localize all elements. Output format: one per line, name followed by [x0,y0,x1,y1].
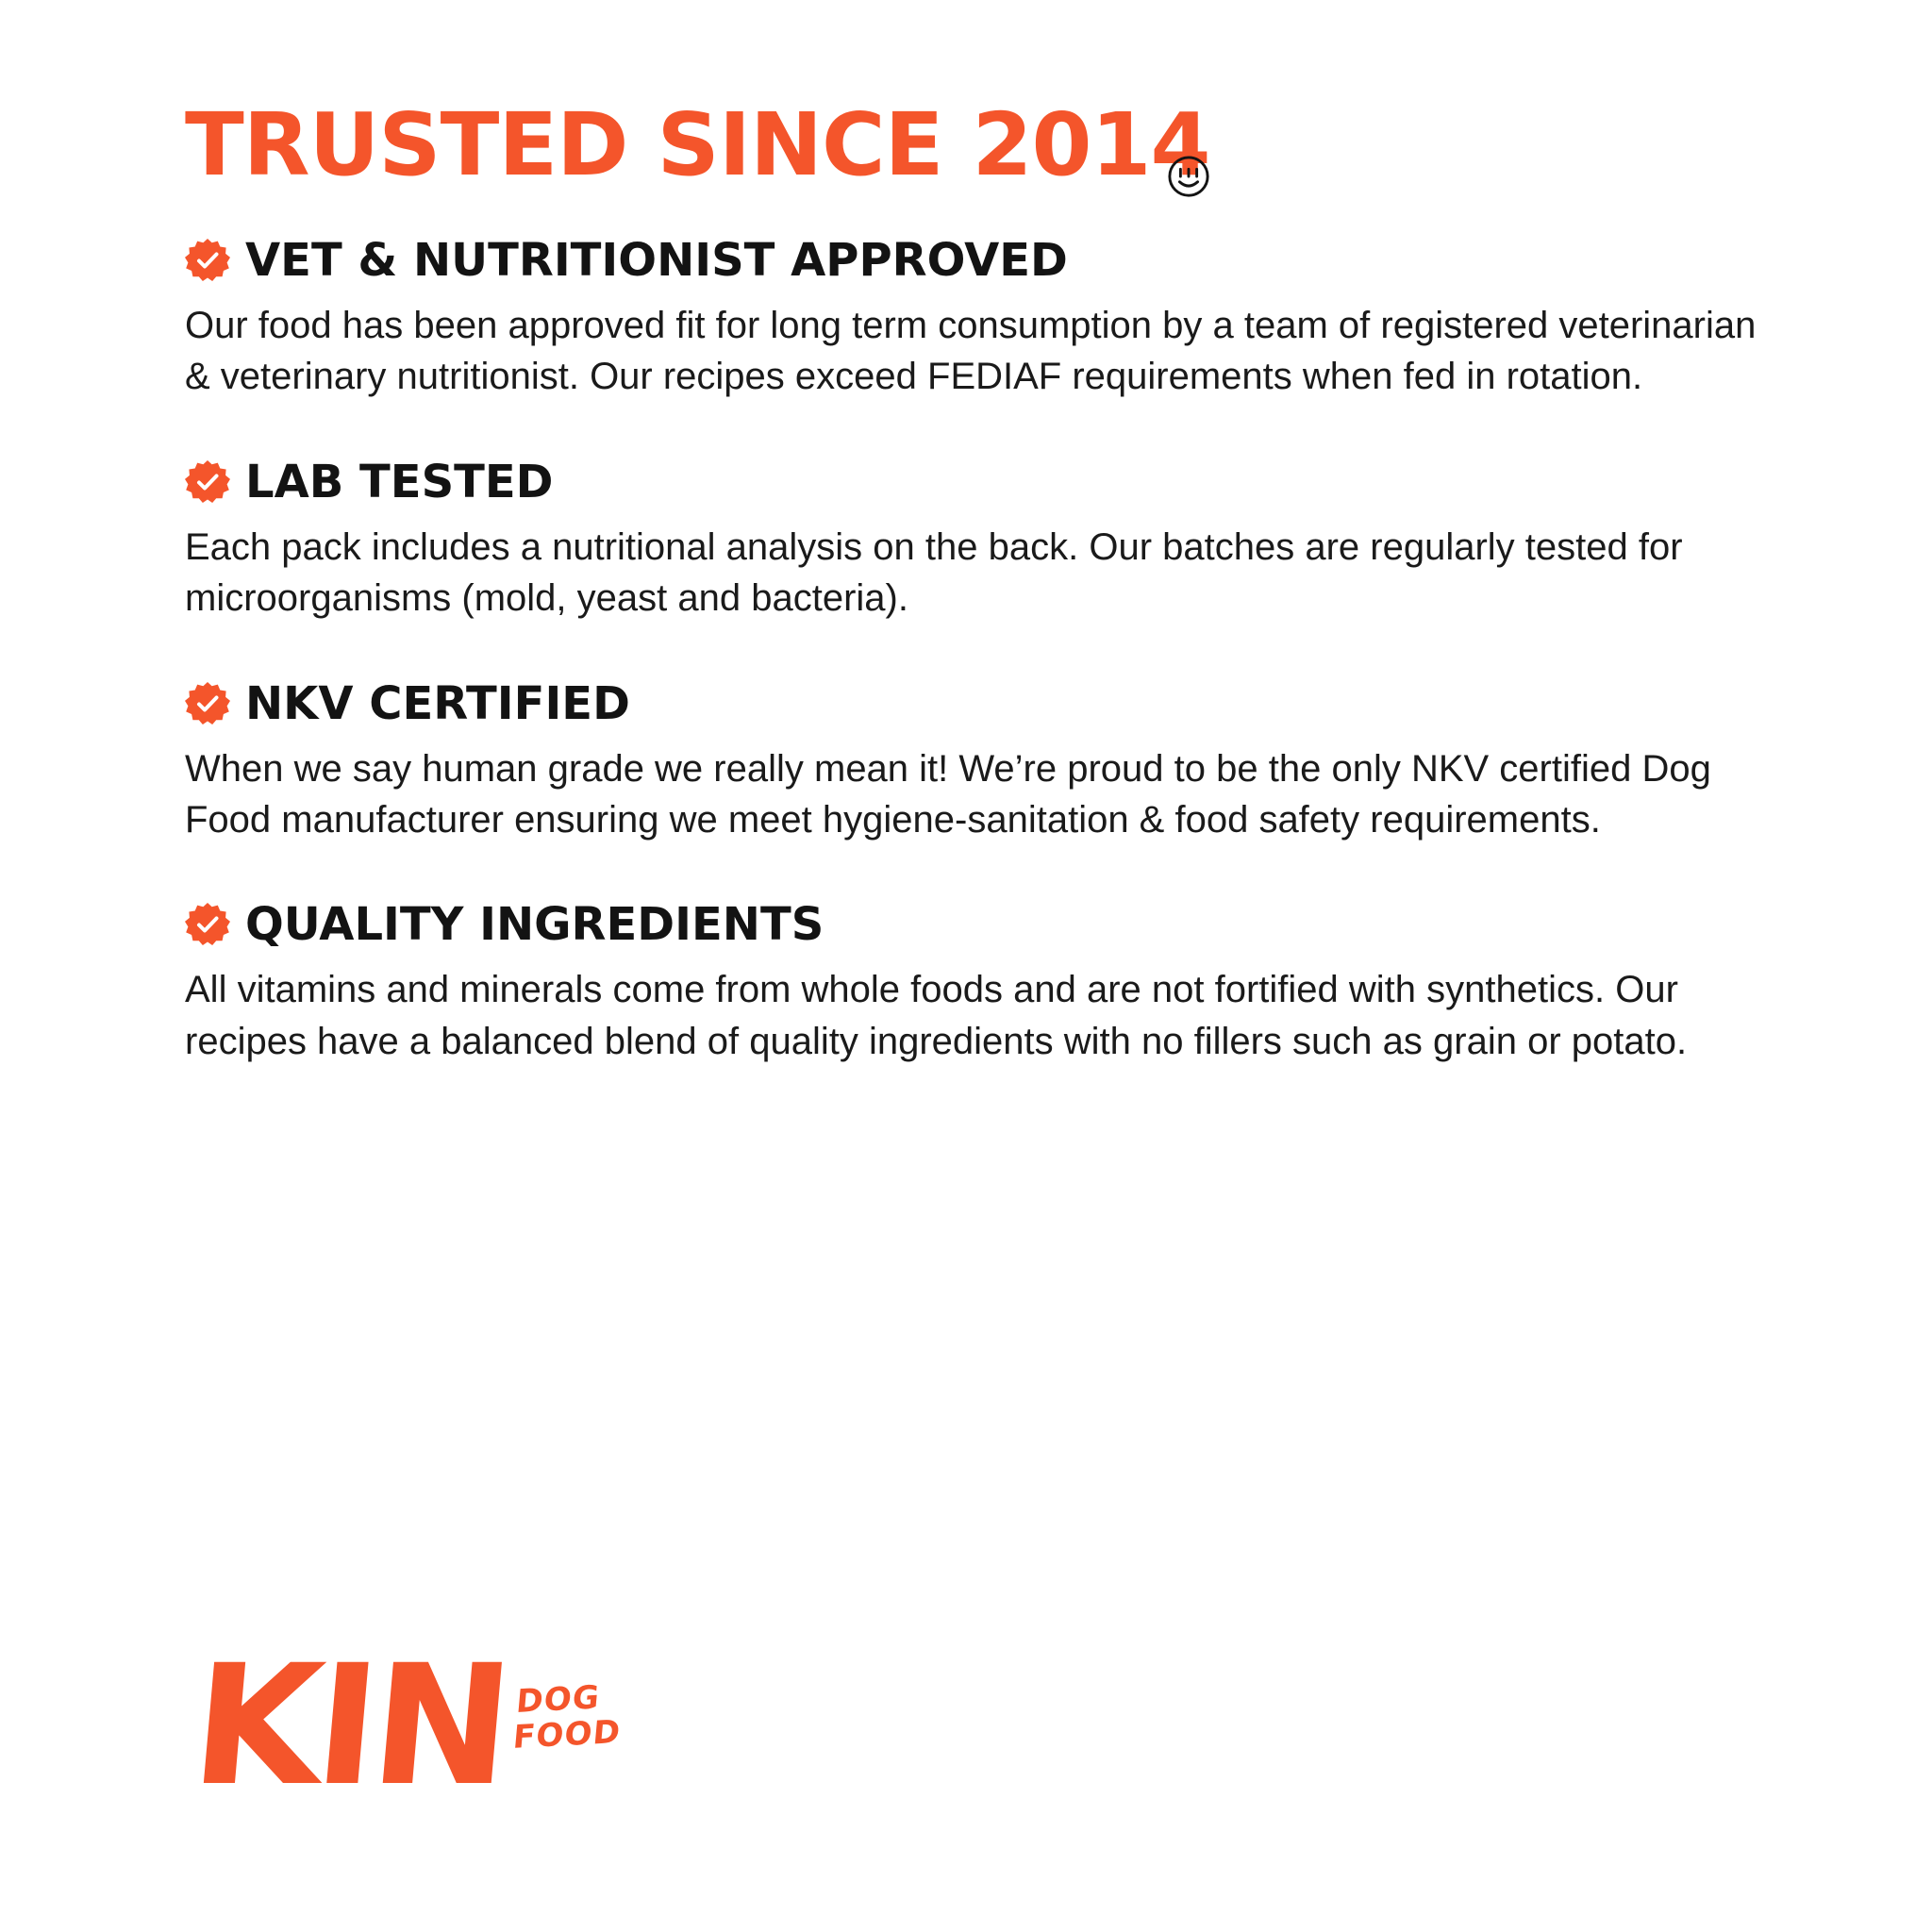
feature-section [185,234,1766,403]
feature-section [185,898,1766,1067]
feature-heading [185,898,1766,951]
feature-heading [185,456,1766,508]
page-title-text: TRUSTED SINCE 2014 [185,94,1210,195]
orange-check-badge-icon [185,681,230,726]
feature-body: Each pack includes a nutritional analysis on the back. Our batches are regularly tested for microorganisms (mold, yeast and bacteria). [185,525,1683,620]
feature-title: QUALITY INGREDIENTS [245,898,824,952]
feature-heading [185,677,1766,730]
feature-title: LAB TESTED [245,455,554,508]
feature-title: NKV CERTIFIED [245,676,630,730]
smiley-face-icon [1167,155,1210,198]
brand-logo [185,1628,623,1823]
brand-logo-wordmark: KIN [185,1628,515,1823]
feature-section [185,677,1766,846]
feature-title: VET & NUTRITIONIST APPROVED [245,234,1068,287]
feature-body: When we say human grade we really mean it! We’re proud to be the only NKV certified Dog Food manufacturer ensuring we meet hygiene-sanitation & food safety requirements. [185,747,1711,841]
brand-logo-tagline-line2: FOOD [511,1712,623,1757]
feature-body: All vitamins and minerals come from whole foods and are not fortified with synthetics. Our recipes have a balanced blend of quality ingredients with no fillers such as grain or potato. [185,969,1688,1062]
feature-heading [185,234,1766,287]
orange-check-badge-icon [185,902,230,947]
orange-check-badge-icon [185,238,230,283]
feature-body: Our food has been approved fit for long term consumption by a team of registered veterinarian & veterinary nutritionist. Our recipes exceed FEDIAF requirements when fed in rotation. [185,305,1757,398]
brand-logo-tagline [511,1678,625,1756]
brand-logo-tagline-line1: DOG [514,1678,602,1721]
feature-section [185,456,1766,625]
orange-check-badge-icon [185,459,230,505]
page-title [185,94,1766,198]
